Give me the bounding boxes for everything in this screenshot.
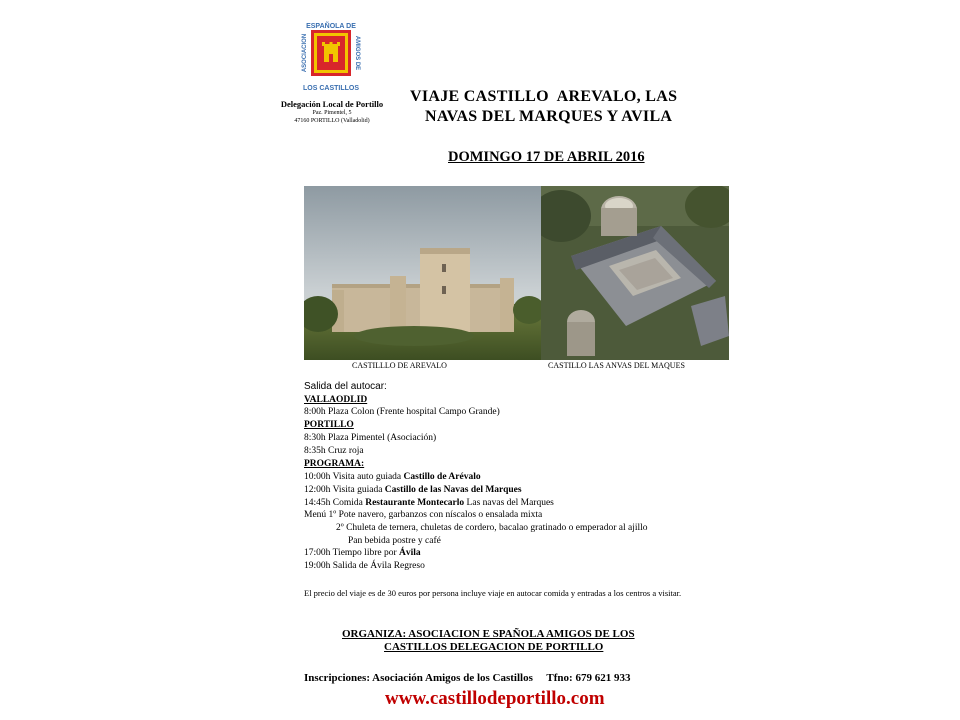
org-address-street: Paz. Pimentel, 5 <box>312 110 352 116</box>
arevalo-castle-photo <box>304 186 541 360</box>
logo-text-right: AMIGOS DE <box>354 35 360 71</box>
photo-caption-navas: CASTILLO LAS ANVAS DEL MAQUES <box>548 361 685 370</box>
navas-castle-aerial-photo <box>541 186 729 360</box>
portillo-heading: PORTILLO <box>304 420 354 430</box>
price-info: El precio del viaje es de 30 euros por persona incluye viaje en autocar comida y entradas a los centros a visitar. <box>304 588 682 598</box>
association-logo <box>300 20 362 96</box>
title-line-1: VIAJE CASTILLO AREVALO, LAS <box>410 88 678 105</box>
program-item-3 <box>304 497 554 509</box>
program-item-3-location: Las navas del Marques <box>464 498 554 508</box>
program-item-1-place: Castillo de Arévalo <box>403 472 481 482</box>
program-item-3-place: Restaurante Montecarlo <box>365 498 465 508</box>
logo-text-left: ASOCIACION <box>302 33 308 73</box>
program-item-2-place: Castillo de las Navas del Marques <box>384 485 522 495</box>
program-item-4 <box>304 547 421 559</box>
website-link[interactable]: www.castillodeportillo.com <box>385 688 605 709</box>
menu-line-1: Menú 1º Pote navero, garbanzos con níscalos o ensalada mixta <box>304 510 543 520</box>
org-address-city: 47160 PORTILLO (Valladolid) <box>294 118 370 124</box>
program-item-2-time: 12:00h Visita guiada <box>304 485 385 495</box>
program-item-4-place: Ávila <box>399 548 421 558</box>
organizer-line-2: CASTILLOS DELEGACION DE PORTILLO <box>384 641 604 653</box>
event-date: DOMINGO 17 DE ABRIL 2016 <box>448 149 645 165</box>
portillo-departure-2: 8:35h Cruz roja <box>304 446 364 456</box>
departure-heading: Salida del autocar: <box>304 381 387 392</box>
program-item-3-time: 14:45h Comida <box>304 498 366 508</box>
logo-text-top: ESPAÑOLA DE <box>306 23 356 30</box>
program-item-4-time: 17:00h Tiempo libre por <box>304 548 400 558</box>
program-item-5: 19:00h Salida de Ávila Regreso <box>304 561 425 571</box>
registration-info: Inscripciones: Asociación Amigos de los Castillos Tfno: 679 621 933 <box>304 672 631 684</box>
program-heading: PROGRAMA: <box>304 459 365 469</box>
organizer-line-1: ORGANIZA: ASOCIACION E SPAÑOLA AMIGOS DE LOS <box>342 628 635 640</box>
portillo-departure-1: 8:30h Plaza Pimentel (Asociación) <box>304 433 437 443</box>
logo-text-bottom: LOS CASTILLOS <box>303 85 359 92</box>
title-line-2: NAVAS DEL MARQUES Y AVILA <box>425 108 673 125</box>
program-item-1-time: 10:00h Visita auto guiada <box>304 472 404 482</box>
valladolid-departure: 8:00h Plaza Colon (Frente hospital Campo Grande) <box>304 407 500 417</box>
photo-caption-arevalo: CASTILLLO DE AREVALO <box>352 361 447 370</box>
org-name: Delegación Local de Portillo <box>280 99 384 109</box>
menu-line-2: 2º Chuleta de ternera, chuletas de cordero, bacalao gratinado o emperador al ajillo <box>336 523 648 533</box>
valladolid-heading: VALLAODLID <box>304 395 368 405</box>
program-item-2 <box>304 484 522 496</box>
menu-line-3: Pan bebida postre y café <box>348 536 441 546</box>
program-item-1 <box>304 471 481 483</box>
